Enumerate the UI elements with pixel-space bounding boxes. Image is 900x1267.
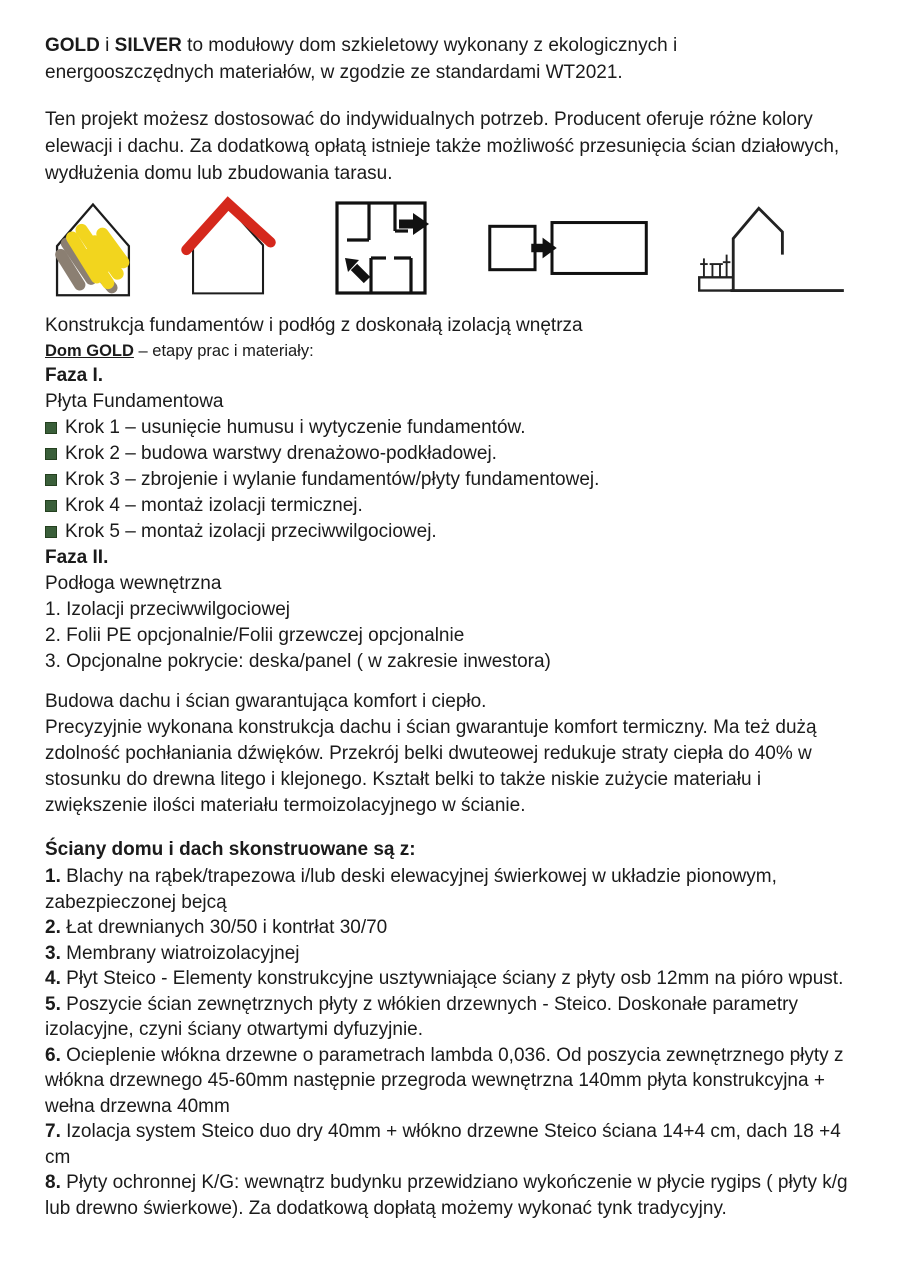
materials-heading: Ściany domu i dach skonstruowane są z: [45, 839, 416, 860]
step-text: Krok 3 – zbrojenie i wylanie fundamentów/płyty fundamentowej. [65, 469, 600, 490]
material-item [45, 1170, 860, 1221]
step-item [45, 519, 860, 545]
facade-colors-house-icon [45, 196, 140, 300]
material-text: Płyty ochronnej K/G: wewnątrz budynku przewidziano wykończenie w płycie rygips ( płyty k/g lub drewno świerkowe). Za dodatkową dopłatą możemy wykonać tynk tradycyjny. [45, 1172, 848, 1219]
foundation-section [45, 313, 860, 675]
phase2-name: Podłoga wewnętrzna [45, 573, 222, 594]
step-item [45, 441, 860, 467]
phase2-label: Faza II. [45, 547, 109, 568]
material-number: 3. [45, 942, 61, 964]
material-text: Łat drewnianych 30/50 i kontrłat 30/70 [66, 917, 388, 938]
step-item [45, 415, 860, 441]
material-text: Blachy na rąbek/trapezowa i/lub deski elewacyjnej świerkowej w układzie pionowym, zabezpieczonej bejcą [45, 866, 777, 913]
brand-gold: GOLD [45, 35, 100, 56]
material-text: Płyt Steico - Elementy konstrukcyjne usztywniające ściany z płyty osb 12mm na pióro wpust. [66, 968, 844, 989]
intro-paragraph [45, 32, 790, 86]
roof-walls-title: Budowa dachu i ścian gwarantująca komfort i ciepło. [45, 691, 487, 712]
foundation-subtitle-rest: – etapy prac i materiały: [133, 342, 314, 360]
material-item [45, 1119, 860, 1170]
material-text: Membrany wiatroizolacyjnej [66, 942, 300, 964]
step-text: Krok 4 – montaż izolacji termicznej. [65, 495, 363, 516]
extend-house-icon [481, 215, 656, 281]
green-square-bullet [45, 474, 57, 486]
dom-gold-label: Dom GOLD [45, 342, 134, 360]
material-item [45, 1043, 860, 1120]
foundation-subtitle [45, 339, 860, 363]
roof-walls-body: Precyzyjnie wykonana konstrukcja dachu i ścian gwarantuje komfort termiczny. Ma też dużą zdolność pochłaniania dźwięków. Przekrój belki dwuteowej redukuje straty ciepła do 40% w stosunku do drewna litego i klejonego. Kształt belki to także niskie zużycie materiału i zwiększenie ilości materiału termoizolacyjnego w ścianie. [45, 717, 817, 816]
roof-color-house-icon [176, 196, 281, 300]
green-square-bullet [45, 526, 57, 538]
materials-section [45, 837, 860, 1221]
step-text: Krok 1 – usunięcie humusu i wytyczenie fundamentów. [65, 417, 526, 438]
material-item [45, 966, 860, 992]
phase1-label: Faza I. [45, 365, 104, 386]
step-text: Krok 2 – budowa warstwy drenażowo-podkładowej. [65, 443, 497, 464]
feature-icons-row [45, 195, 860, 301]
material-number: 1. [45, 866, 61, 887]
green-square-bullet [45, 422, 57, 434]
terrace-house-icon [692, 196, 852, 300]
green-square-bullet [45, 448, 57, 460]
material-number: 4. [45, 968, 61, 989]
material-item [45, 992, 860, 1043]
intro-conjunction: i [99, 35, 115, 56]
material-text: Izolacja system Steico duo dry 40mm + włókno drzewne Steico ściana 14+4 cm, dach 18 +4 cm [45, 1121, 841, 1168]
roof-walls-section [45, 689, 860, 819]
phase2-item: 3. Opcjonalne pokrycie: deska/panel ( w zakresie inwestora) [45, 651, 551, 672]
step-text: Krok 5 – montaż izolacji przeciwwilgociowej. [65, 521, 437, 542]
phase2-item: 1. Izolacji przeciwwilgociowej [45, 599, 290, 620]
material-text: Poszycie ścian zewnętrznych płyty z włókien drzewnych - Steico. Doskonałe parametry izolacyjne, czyni ściany otwartymi dyfuzyjnie. [45, 993, 798, 1040]
phase1-name: Płyta Fundamentowa [45, 391, 224, 412]
material-item [45, 941, 860, 967]
material-number: 8. [45, 1172, 61, 1193]
material-number: 6. [45, 1044, 61, 1066]
green-square-bullet [45, 500, 57, 512]
material-number: 2. [45, 917, 61, 938]
intro-rest: to modułowy dom szkieletowy wykonany z ekologicznych i energooszczędnych materiałów, w zgodzie ze standardami WT2021. [45, 35, 678, 83]
phase2-item: 2. Folii PE opcjonalnie/Folii grzewczej opcjonalnie [45, 625, 465, 646]
floorplan-move-walls-icon [317, 198, 445, 298]
material-text: Ocieplenie włókna drzewne o parametrach lambda 0,036. Od poszycia zewnętrznego płyty z włókna drzewnego 45-60mm następnie przegroda wewnętrzna 140mm płyta konstrukcyjna + wełna drzewna 40mm [45, 1044, 844, 1117]
brand-silver: SILVER [114, 35, 182, 56]
material-number: 7. [45, 1121, 61, 1142]
material-number: 5. [45, 993, 61, 1015]
material-item [45, 864, 860, 915]
material-item [45, 915, 860, 941]
foundation-title: Konstrukcja fundamentów i podłóg z doskonałą izolacją wnętrza [45, 315, 583, 336]
step-item [45, 493, 860, 519]
step-item [45, 467, 860, 493]
customize-paragraph: Ten projekt możesz dostosować do indywidualnych potrzeb. Producent oferuje różne kolory elewacji i dachu. Za dodatkową opłatą istnieje także możliwość przesunięcia ścian działowych, wydłużenia domu lub zbudowania tarasu. [45, 109, 840, 184]
